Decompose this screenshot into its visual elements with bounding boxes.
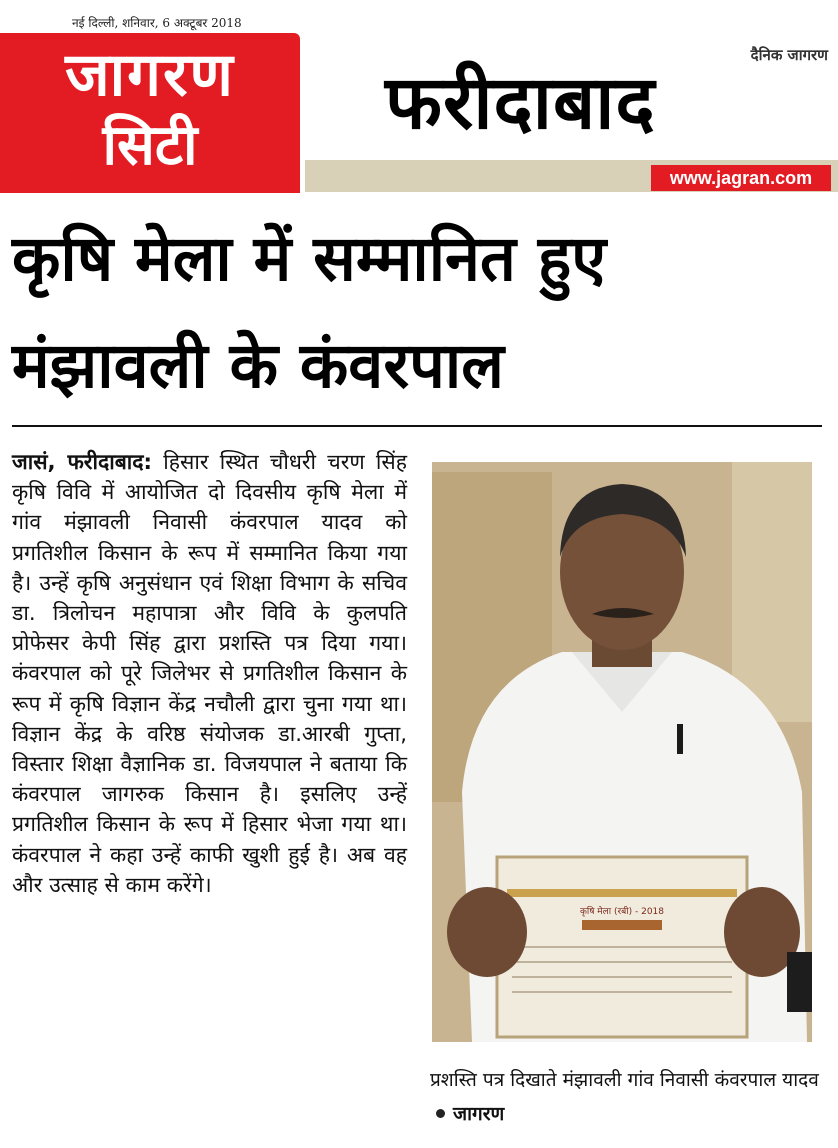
- left-hand: [447, 887, 527, 977]
- keyboard: [787, 952, 812, 1012]
- jagran-city-logo: [0, 33, 300, 193]
- photo-credit: जागरण: [453, 1103, 505, 1125]
- article-text: हिसार स्थित चौधरी चरण सिंह कृषि विवि में आयोजित दो दिवसीय कृषि मेला में गांव मंझावली निवासी कंवरपाल यादव को प्रगतिशील किसान के रूप में सम्मानित किया गया है। उन्हें कृषि अनुसंधान एवं शिक्षा विभाग के सचिव डा. त्रिलोचन महापात्रा और विवि के कुलपति प्रोफेसर केपी सिंह द्वारा प्रशस्ति पत्र दिया गया। कंवरपाल को पूरे जिलेभर से प्रगतिशील किसान के रूप में कृषि विज्ञान केंद्र नचौली द्वारा चुना गया था। विज्ञान केंद्र के वरिष्ठ संयोजक डा.आरबी गुप्ता, विस्तार शिक्षा वैज्ञानिक डा. विजयपाल ने बताया कि कंवरपाल जागरुक किसान है। इसलिए उन्हें प्रगतिशील किसान के रूप में हिसार भेजा गया था। कंवरपाल ने कहा उन्हें काफी खुशी हुई है। अब वह और उत्साह से काम करेंगे।: [12, 449, 407, 897]
- article-dateline: जासं, फरीदाबाद:: [12, 449, 153, 474]
- headline-line-2: मंझावली के कंवरपाल: [12, 329, 504, 402]
- pen: [677, 724, 683, 754]
- logo-line-2: सिटी: [102, 113, 198, 178]
- photo-caption: [430, 1063, 830, 1131]
- publication-brand: दैनिक जागरण: [750, 46, 828, 64]
- caption-bullet: [436, 1109, 445, 1118]
- photo-wall-panel: [732, 462, 812, 722]
- website-url: www.jagran.com: [651, 165, 831, 191]
- headline: [12, 205, 832, 419]
- caption-text: प्रशस्ति पत्र दिखाते मंझावली गांव निवासी कंवरपाल यादव: [430, 1069, 819, 1091]
- headline-rule: [12, 425, 822, 427]
- certificate-header-band: [507, 889, 737, 897]
- news-photo: [432, 462, 812, 1042]
- city-title: फरीदाबाद: [385, 60, 656, 146]
- certificate-title: कृषि मेला (रबी) - 2018: [579, 907, 665, 917]
- dateline: नई दिल्ली, शनिवार, 6 अक्टूबर 2018: [72, 16, 242, 30]
- logo-line-1: जागरण: [65, 40, 235, 110]
- headline-line-1: कृषि मेला में सम्मानित हुए: [12, 222, 607, 295]
- article-body: [12, 447, 407, 900]
- certificate-badge: [582, 920, 662, 930]
